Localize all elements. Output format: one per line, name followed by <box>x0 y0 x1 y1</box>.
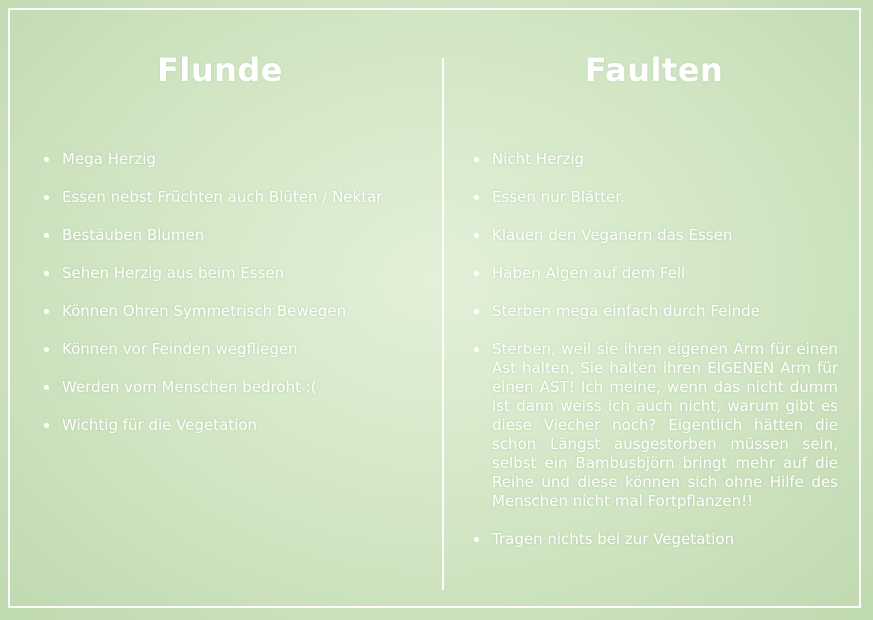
left-list <box>40 150 412 435</box>
list-item: Sehen Herzig aus beim Essen <box>40 264 412 283</box>
list-item: Werden vom Menschen bedroht :( <box>40 378 412 397</box>
list-item: Können vor Feinden wegfliegen <box>40 340 412 359</box>
left-column <box>40 40 412 454</box>
list-item: Klauen den Veganern das Essen <box>470 226 838 245</box>
list-item: Können Ohren Symmetrisch Bewegen <box>40 302 412 321</box>
list-item: Essen nebst Früchten auch Blüten / Nektar <box>40 188 412 207</box>
left-column-title: Flunde <box>157 51 283 89</box>
list-item: Sterben, weil sie ihren eigenen Arm für einen Ast halten, Sie halten ihren EIGENEN Arm für einen AST! Ich meine, wenn das nicht dumm ist dann weiss ich auch nicht, warum gibt es diese Viecher noch? Eigentlich hätten die schon Längst ausgestorben müssen sein, selbst ein Bambusbjörn bringt mehr auf die Reihe und diese können sich ohne Hilfe des Menschen nicht mal Fortpflanzen!! <box>470 340 838 511</box>
column-divider <box>442 58 444 590</box>
list-item: Wichtig für die Vegetation <box>40 416 412 435</box>
list-item: Sterben mega einfach durch Feinde <box>470 302 838 321</box>
list-item: Essen nur Blätter. <box>470 188 838 207</box>
list-item: Tragen nichts bei zur Vegetation <box>470 530 838 549</box>
right-list <box>470 150 838 549</box>
right-column-title: Faulten <box>584 51 724 89</box>
right-column <box>470 40 838 568</box>
list-item: Mega Herzig <box>40 150 412 169</box>
list-item: Nicht Herzig <box>470 150 838 169</box>
list-item: Bestäuben Blumen <box>40 226 412 245</box>
list-item: Haben Algen auf dem Fell <box>470 264 838 283</box>
